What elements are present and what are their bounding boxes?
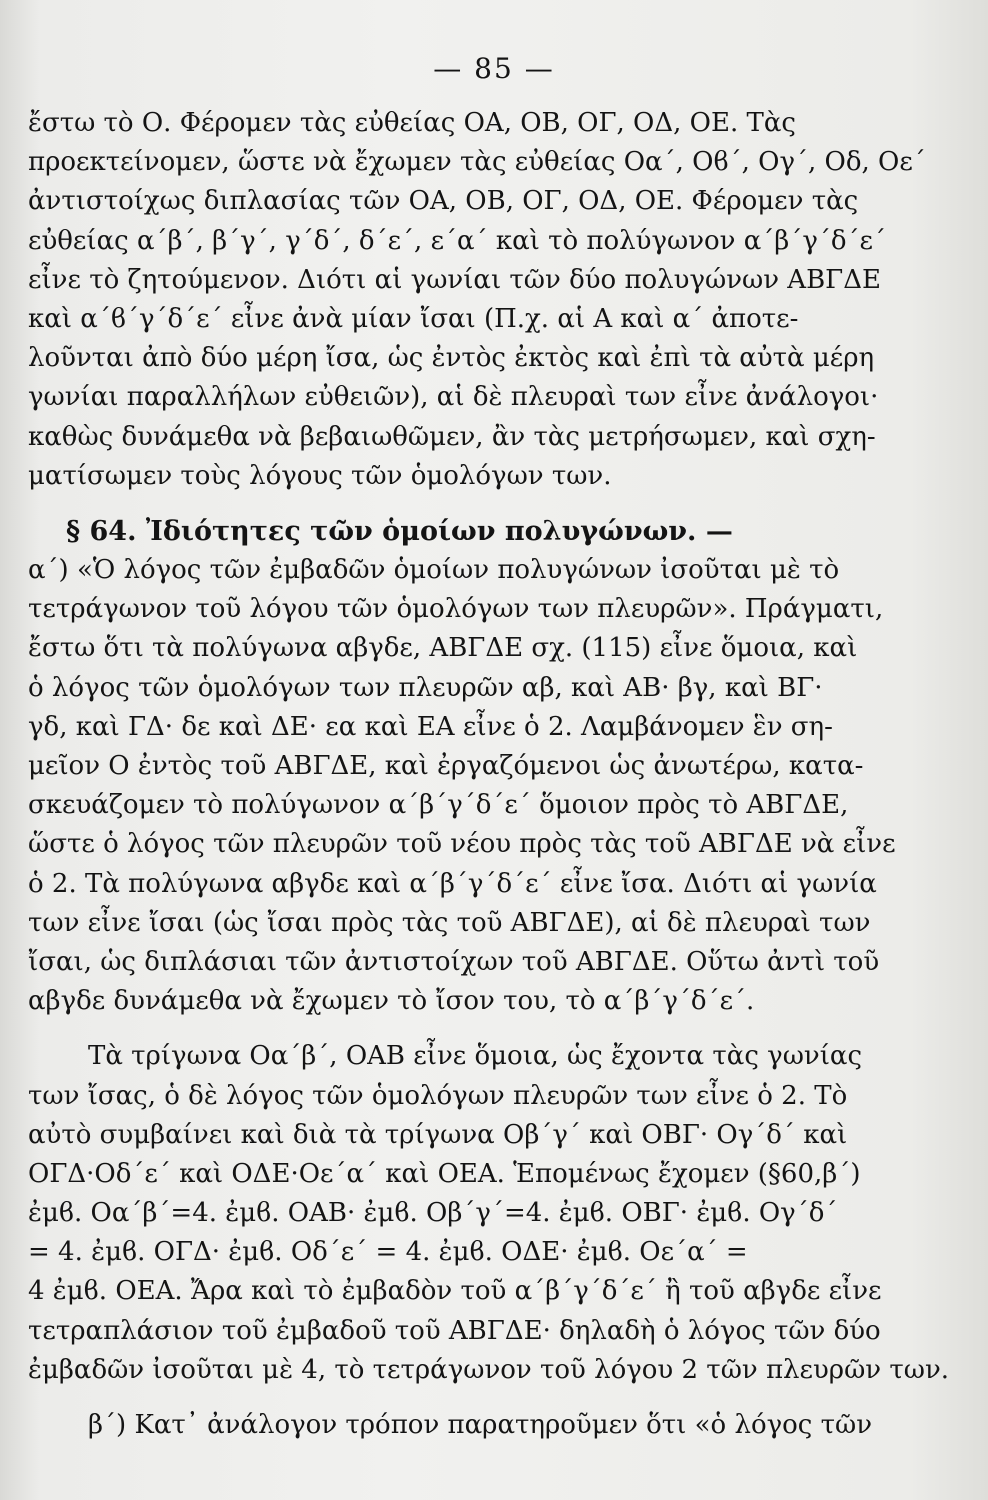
text-line: τετραπλάσιον τοῦ ἐμβαδοῦ τοῦ ΑΒΓΔΕ· δηλαδὴ ὁ λόγος τῶν δύο bbox=[28, 1315, 881, 1346]
text-line: γδ, καὶ ΓΔ· δε καὶ ΔΕ· εα καὶ ΕΑ εἶνε ὁ 2. Λαμβάνομεν ἓν ση- bbox=[28, 711, 833, 742]
paragraph-start: Τὰ τρίγωνα Οα΄β΄, ΟΑΒ εἶνε ὅμοια, ὡς ἔχοντα τὰς γωνίας bbox=[88, 1041, 863, 1072]
text-line: εὐθείας α΄β΄, β΄γ΄, γ΄δ΄, δ΄ε΄, ε΄α΄ καὶ τὸ πολύγωνον α΄β΄γ΄δ΄ε΄ bbox=[28, 225, 886, 256]
text-line: 4 ἐμϐ. ΟΕΑ. Ἄρα καὶ τὸ ἐμβαδὸν τοῦ α΄β΄γ΄δ΄ε΄ ἢ τοῦ αβγδε εἶνε bbox=[28, 1276, 882, 1307]
text-line: γωνίαι παραλλήλων εὐθειῶν), αἱ δὲ πλευραὶ των εἶνε ἀνάλογοι· bbox=[28, 382, 879, 413]
text-line: τετράγωνον τοῦ λόγου τῶν ὁμολόγων των πλευρῶν». Πράγματι, bbox=[28, 594, 884, 625]
text-line: ἔστω ὅτι τὰ πολύγωνα αβγδε, ΑΒΓΔΕ σχ. (115) εἶνε ὅμοια, καὶ bbox=[28, 633, 858, 664]
text-line: ματίσωμεν τοὺς λόγους τῶν ὁμολόγων των. bbox=[28, 460, 612, 491]
text-line: ὥστε ὁ λόγος τῶν πλευρῶν τοῦ νέου πρὸς τὰς τοῦ ΑΒΓΔΕ νὰ εἶνε bbox=[28, 829, 896, 860]
text-line: ΟΓΔ·Οδ΄ε΄ καὶ ΟΔΕ·Οε΄α΄ καὶ ΟΕΑ. Ἑπομένως ἔχομεν (§60,β΄) bbox=[28, 1158, 861, 1189]
text-line: προεκτείνομεν, ὥστε νὰ ἔχωμεν τὰς εὐθείας Οα΄, Οϐ΄, Ογ΄, Οδ, Οε΄ bbox=[28, 147, 926, 178]
text-line: α΄) «Ὁ λόγος τῶν ἐμβαδῶν ὁμοίων πολυγώνων ἰσοῦται μὲ τὸ bbox=[28, 555, 840, 586]
text-line: των εἶνε ἴσαι (ὡς ἴσαι πρὸς τὰς τοῦ ΑΒΓΔΕ), αἱ δὲ πλευραὶ των bbox=[28, 907, 871, 938]
body-text bbox=[28, 104, 950, 1445]
text-line: εἶνε τὸ ζητούμενον. Διότι αἱ γωνίαι τῶν δύο πολυγώνων ΑΒΓΔΕ bbox=[28, 264, 881, 295]
section-heading: § 64. Ἰδιότητες τῶν ὁμοίων πολυγώνων. — bbox=[66, 515, 733, 547]
text-line: των ἴσας, ὁ δὲ λόγος τῶν ὁμολόγων πλευρῶν των εἶνε ὁ 2. Τὸ bbox=[28, 1080, 848, 1111]
text-line: καθὼς δυνάμεθα νὰ βεβαιωθῶμεν, ἂν τὰς μετρήσωμεν, καὶ σχη- bbox=[28, 421, 876, 452]
text-line: σκευάζομεν τὸ πολύγωνον α΄β΄γ΄δ΄ε΄ ὅμοιον πρὸς τὸ ΑΒΓΔΕ, bbox=[28, 790, 849, 821]
page-number: — 85 — bbox=[433, 52, 555, 85]
text-line: αβγδε δυνάμεθα νὰ ἔχωμεν τὸ ἴσον του, τὸ α΄β΄γ΄δ΄ε΄. bbox=[28, 986, 755, 1017]
text-line: μεῖον Ο ἐντὸς τοῦ ΑΒΓΔΕ, καὶ ἐργαζόμενοι ὡς ἀνωτέρω, κατα- bbox=[28, 751, 864, 781]
text-line: καὶ α΄ϐ΄γ΄δ΄ε΄ εἶνε ἀνὰ μίαν ἴσαι (Π.χ. αἱ Α καὶ α΄ ἀποτε- bbox=[28, 303, 799, 334]
text-line: ὁ 2. Τὰ πολύγωνα αβγδε καὶ α΄β΄γ΄δ΄ε΄ εἶνε ἴσα. Διότι αἱ γωνία bbox=[28, 868, 877, 899]
text-line: = 4. ἐμϐ. ΟΓΔ· ἐμϐ. Οδ΄ε΄ = 4. ἐμϐ. ΟΔΕ· ἐμϐ. Οε΄α΄ = bbox=[28, 1237, 748, 1268]
text-line: ἐμβαδῶν ἰσοῦται μὲ 4, τὸ τετράγωνον τοῦ λόγου 2 τῶν πλευρῶν των. bbox=[28, 1354, 950, 1385]
paragraph-start: β΄) Κατ᾽ ἀνάλογον τρόπον παρατηροῦμεν ὅτι «ὁ λόγος τῶν bbox=[88, 1410, 873, 1440]
text-line: αὐτὸ συμβαίνει καὶ διὰ τὰ τρίγωνα Οβ΄γ΄ καὶ ΟΒΓ· Ογ΄δ΄ καὶ bbox=[28, 1119, 848, 1150]
text-line: ἐμϐ. Οα΄β΄=4. ἐμϐ. ΟΑΒ· ἐμϐ. Οβ΄γ΄=4. ἐμϐ. ΟΒΓ· ἐμϐ. Ογ΄δ΄ bbox=[28, 1198, 838, 1229]
text-line: ἴσαι, ὡς διπλάσιαι τῶν ἀντιστοίχων τοῦ ΑΒΓΔΕ. Οὕτω ἀντὶ τοῦ bbox=[28, 946, 880, 977]
text-line: ἔστω τὸ Ο. Φέρομεν τὰς εὐθείας ΟΑ, ΟΒ, ΟΓ, ΟΔ, ΟΕ. Τὰς bbox=[28, 108, 796, 138]
text-line: λοῦνται ἀπὸ δύο μέρη ἴσα, ὡς ἐντὸς ἐκτὸς καὶ ἐπὶ τὰ αὐτὰ μέρη bbox=[28, 343, 875, 374]
text-line: ἀντιστοίχως διπλασίας τῶν ΟΑ, ΟΒ, ΟΓ, ΟΔ, ΟΕ. Φέρομεν τὰς bbox=[28, 186, 859, 217]
text-line: ὁ λόγος τῶν ὁμολόγων των πλευρῶν αβ, καὶ ΑΒ· βγ, καὶ ΒΓ· bbox=[28, 672, 823, 703]
